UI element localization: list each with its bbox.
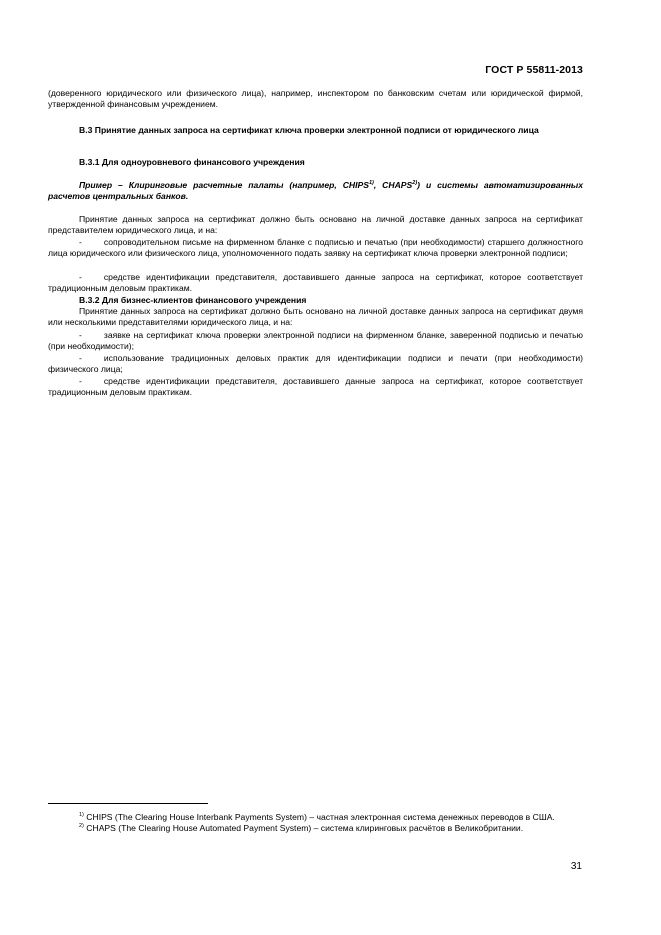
footnotes (48, 812, 583, 835)
list-item (48, 376, 583, 399)
paragraph-continuation: (доверенного юридического или физического лица), например, инспектором по банковским счетам или юридической фирмой, утвержденной финансовым учреждением. (48, 88, 583, 110)
section-b31-heading: В.3.1 Для одноуровневого финансового учреждения (79, 157, 305, 167)
list-item-text: сопроводительном письме на фирменном бланке с подписью и печатью (при необходимости) старшего должностного лица юридического или физического лица, уполномоченного подать заявку на сертификат ключа проверки электронной подписи; (48, 237, 583, 259)
footnote-ref-1[interactable]: 1) (368, 180, 374, 187)
footnote-ref-2[interactable]: 2) (412, 180, 418, 187)
list-dash: - (79, 353, 82, 363)
list-item (48, 272, 583, 295)
list-dash: - (79, 237, 82, 247)
footnote-mark: 1) (79, 812, 84, 819)
list-dash: - (79, 330, 82, 340)
list-item (48, 330, 583, 353)
list-item-text: средстве идентификации представителя, доставившего данные запроса на сертификат, которое соответствует традиционным деловым практикам. (48, 376, 583, 398)
footnote-text: CHIPS (The Clearing House Interbank Payments System) – частная электронная система денежных переводов в США. (83, 812, 555, 822)
list-dash: - (79, 272, 82, 282)
list-item-text: заявке на сертификат ключа проверки электронной подписи на фирменном бланке, заверенной подписью и печатью (при необходимости); (48, 330, 583, 352)
section-b3-heading: В.3 Принятие данных запроса на сертификат ключа проверки электронной подписи от юридического лица (79, 125, 539, 135)
paragraph-b31-intro: Принятие данных запроса на сертификат должно быть основано на личной доставке данных запроса на сертификат представителем юридического лица, и на: (48, 214, 583, 236)
footnote-divider (48, 803, 208, 804)
example-text-mid: , CHAPS (373, 180, 413, 190)
footnote-mark: 2) (79, 823, 84, 830)
footnote-2 (48, 823, 583, 834)
page-number: 31 (570, 861, 582, 872)
footnote-text: CHAPS (The Clearing House Automated Payment System) – система клиринговых расчётов в Великобритании. (83, 823, 524, 834)
example-label: Пример – (79, 180, 123, 190)
list-item (48, 237, 583, 260)
list-item (48, 353, 583, 376)
list-dash: - (79, 376, 82, 386)
paragraph-b32-intro: Принятие данных запроса на сертификат должно быть основано на личной доставке данных запроса на сертификат двумя или несколькими представителями юридического лица, и на: (48, 306, 583, 328)
list-item-text: использование традиционных деловых практик для идентификации подписи и печати (при необходимости) физического лица; (48, 353, 583, 375)
section-b32-heading: В.3.2 Для бизнес-клиентов финансового учреждения (79, 295, 307, 305)
list-item-text: средстве идентификации представителя, доставившего данные запроса на сертификат, которое соответствует традиционным деловым практикам. (48, 272, 583, 294)
document-header: ГОСТ Р 55811-2013 (485, 64, 583, 76)
example-paragraph (48, 180, 583, 203)
example-text-end: ) и системы автоматизированных расчетов центральных банков. (48, 180, 584, 202)
footnote-1 (48, 812, 583, 823)
example-text-start: Клиринговые расчетные палаты (например, CHIPS (122, 180, 369, 190)
